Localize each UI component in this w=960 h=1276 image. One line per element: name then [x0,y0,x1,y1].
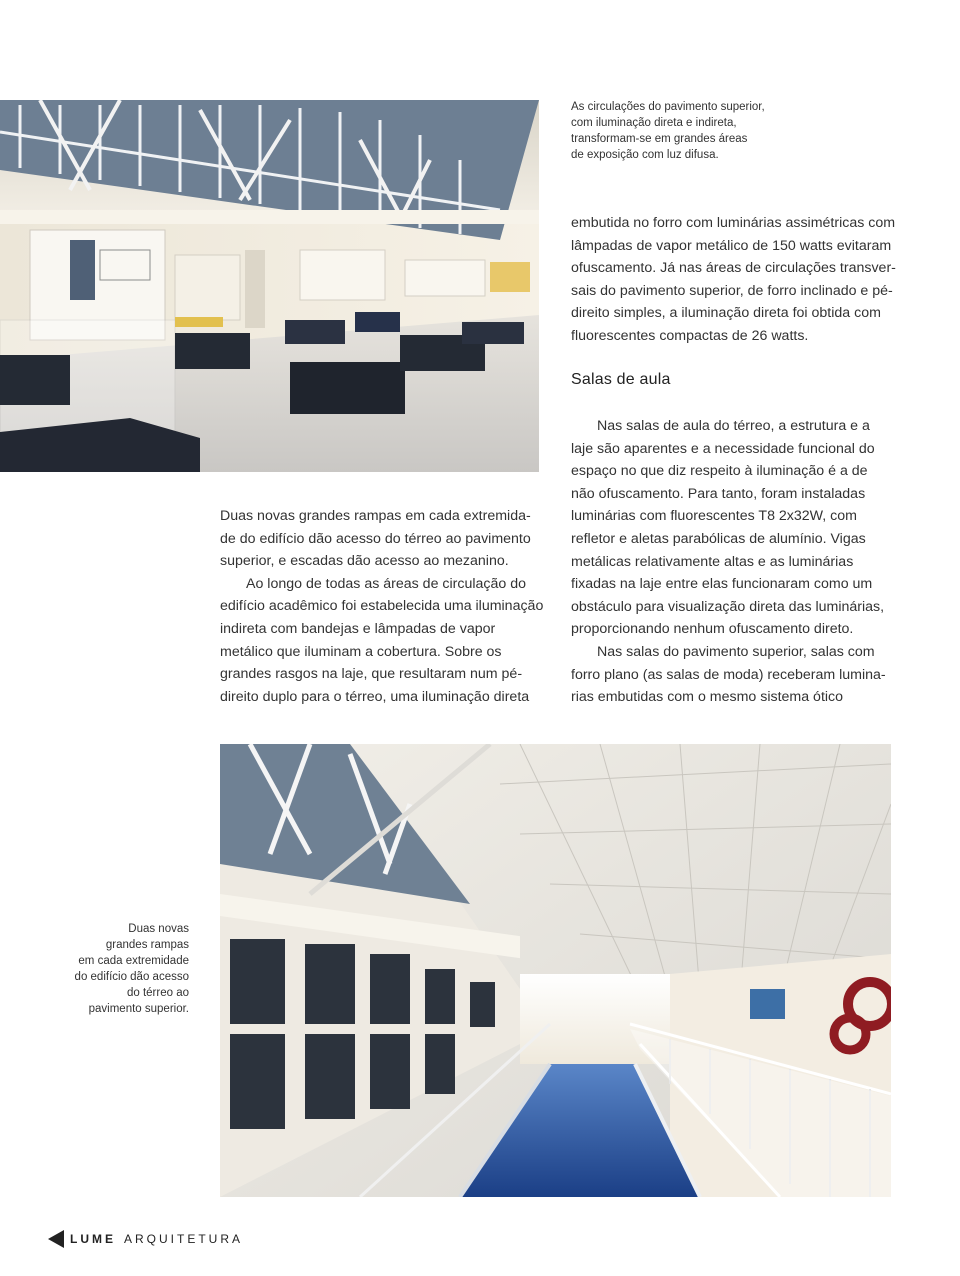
text-line: Nas salas do pavimento superior, salas com [597,643,875,660]
text-line: Nas salas de aula do térreo, a estrutura e a [597,418,870,434]
text-line: de do edifício dão acesso do térreo ao pavimento [220,530,531,547]
text-line: não ofuscamento. Para tanto, foram instaladas [571,485,866,502]
caption-line: grandes rampas [105,939,189,951]
text-line: luminárias com fluorescentes T8 2x32W, com [571,508,857,525]
caption-line: do térreo ao [126,987,189,999]
text-line: fluorescentes compactas de 26 watts. [571,327,809,344]
text-line: metálico que iluminam a cobertura. Sobre os [220,643,502,660]
page-footer [36,1230,244,1248]
exhibition-hall-photo [0,100,539,472]
top-photo-caption [571,99,791,163]
ramp-corridor-illustration [220,744,891,1197]
paragraph [571,415,901,641]
ramp-corridor-photo [220,744,891,1197]
page-number: 56 [36,1232,47,1242]
caption-line: de exposição com luz difusa. [571,149,719,161]
caption-line: transformam-se em grandes áreas [571,133,748,145]
paragraph [220,573,550,709]
text-line: sais do pavimento superior, de forro inclinado e pé- [571,282,893,299]
bottom-photo-caption [40,921,189,1017]
text-line: lâmpadas de vapor metálico de 150 watts evitaram [571,237,892,254]
caption-line: em cada extremidade [78,955,189,967]
text-line: Ao longo de todas as áreas de circulação do [246,575,526,592]
text-line: refletor e aletas parabólicas de alumínio. Vigas [571,530,866,547]
text-line: metálicas relativamente altas e as luminárias [571,553,854,570]
left-column-body [220,505,550,708]
paragraph [571,641,901,709]
text-line: fixadas na laje entre elas funcionaram como um [571,576,873,593]
caption-line: Duas novas [128,923,189,935]
text-line: direito duplo para o térreo, uma iluminação direta [220,688,530,705]
exhibition-hall-illustration [0,100,539,472]
text-line: proporcionando nenhum ofuscamento direto. [571,621,854,638]
text-line: laje são aparentes e a necessidade funcional do [571,440,875,457]
magazine-brand: LUME [70,1232,116,1246]
text-line: direito simples, a iluminação direta foi obtida com [571,305,881,322]
text-line: edifício acadêmico foi estabelecida uma iluminação [220,598,544,615]
text-line: rias embutidas com o mesmo sistema ótico [571,689,844,706]
text-line: grandes rasgos na laje, que resultaram num pé- [220,666,523,683]
text-line: embutida no forro com luminárias assimétricas com [571,215,896,231]
section-heading: Salas de aula [571,371,671,388]
text-line: Duas novas grandes rampas em cada extremida- [220,508,531,524]
text-line: espaço no que diz respeito à iluminação é a de [571,463,868,480]
caption-line: do edifício dão acesso [74,971,189,983]
paragraph [220,505,550,573]
text-line: indireta com bandejas e lâmpadas de vapor [220,620,496,637]
right-column-intro [571,212,901,348]
caption-line: As circulações do pavimento superior, [571,101,765,113]
caption-line: com iluminação direta e indireta, [571,117,737,129]
page-marker-triangle-icon [36,1230,64,1248]
right-column-body [571,415,901,709]
caption-line: pavimento superior. [88,1003,189,1015]
text-line: ofuscamento. Já nas áreas de circulações transver- [571,260,896,277]
magazine-section: ARQUITETURA [124,1232,244,1246]
text-line: forro plano (as salas de moda) receberam lumina- [571,666,886,683]
text-line: superior, e escadas dão acesso ao mezanino. [220,553,509,570]
text-line: obstáculo para visualização direta das luminárias, [571,598,885,615]
